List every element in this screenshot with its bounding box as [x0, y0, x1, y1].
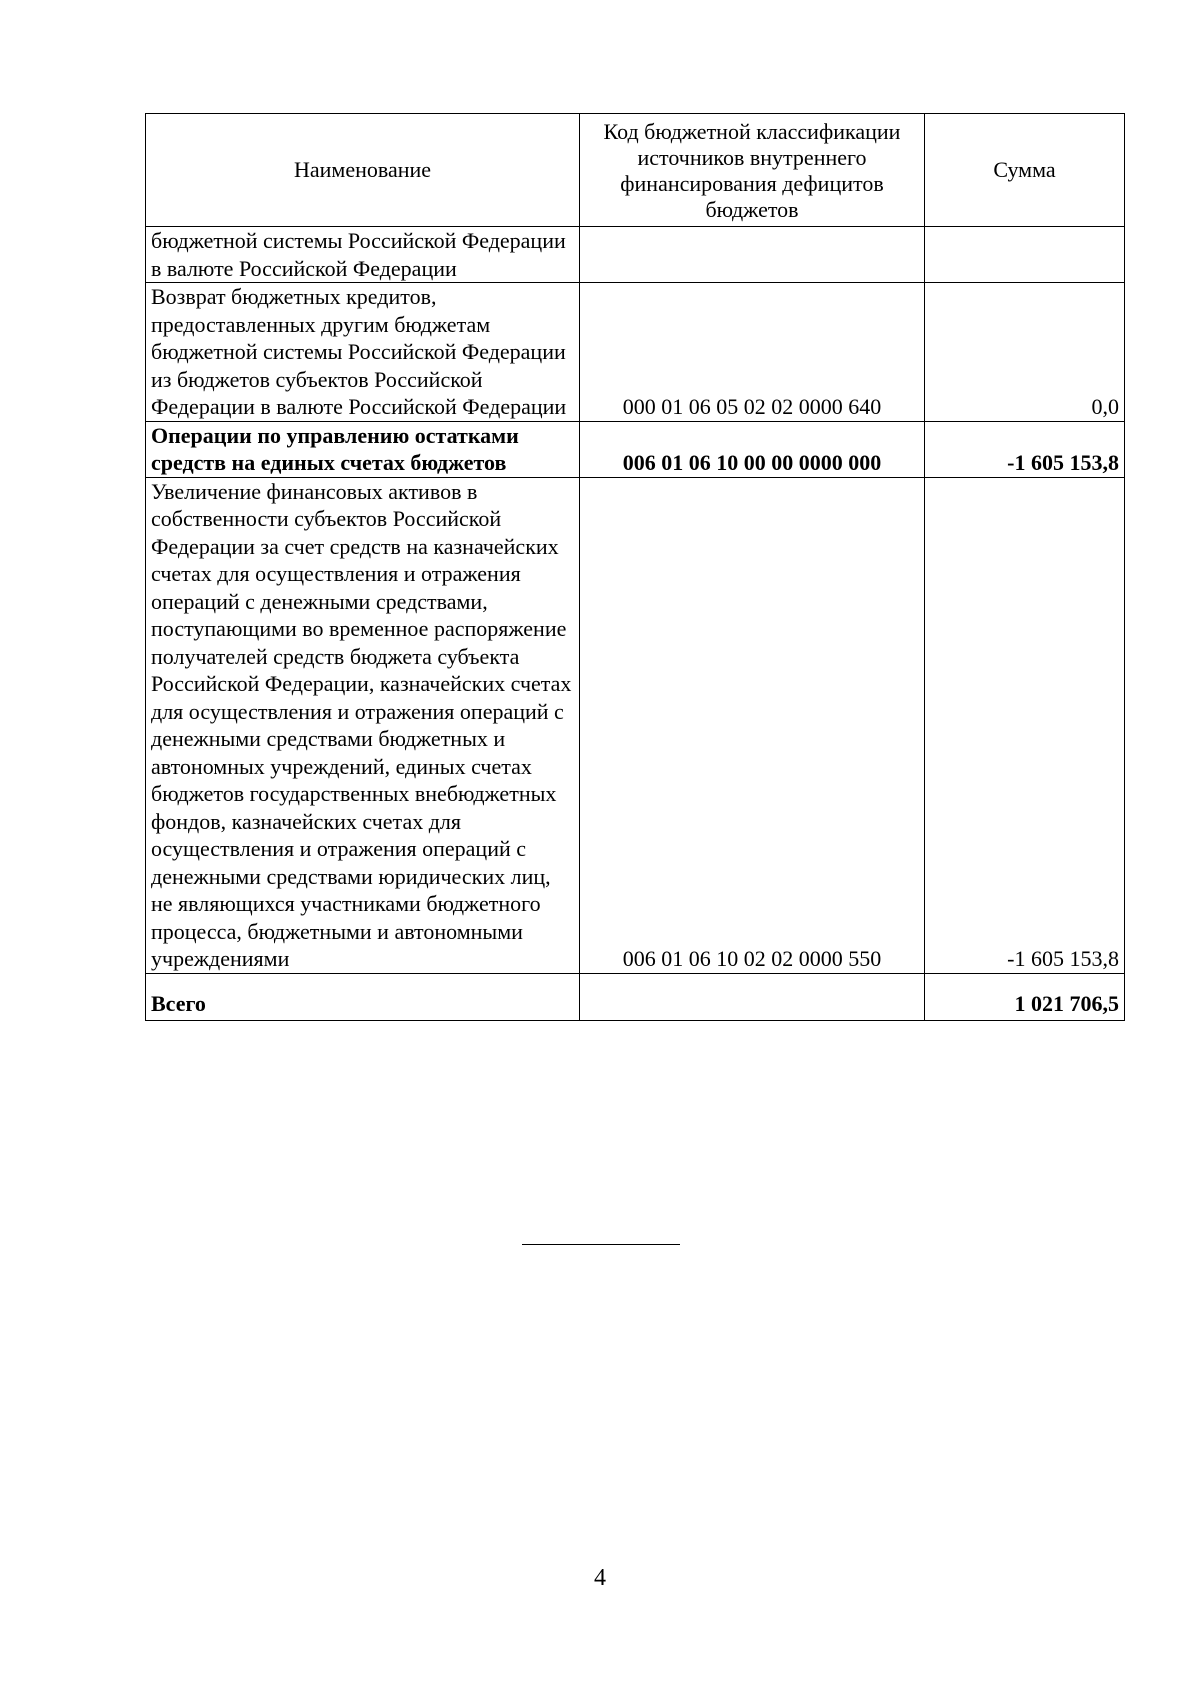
total-code [580, 973, 925, 1020]
row-code: 006 01 06 10 02 02 0000 550 [580, 477, 925, 973]
table-row-section [146, 421, 1125, 477]
total-name: Всего [146, 973, 580, 1020]
header-code: Код бюджетной классификации источников внутреннего финансирования дефицитов бюджетов [580, 114, 925, 227]
row-name: бюджетной системы Российской Федерации в валюте Российской Федерации [146, 227, 580, 283]
row-sum [925, 227, 1125, 283]
row-code: 000 01 06 05 02 02 0000 640 [580, 283, 925, 422]
row-name: Операции по управлению остатками средств на единых счетах бюджетов [146, 421, 580, 477]
table-row [146, 227, 1125, 283]
table-row [146, 477, 1125, 973]
row-sum: 0,0 [925, 283, 1125, 422]
total-sum: 1 021 706,5 [925, 973, 1125, 1020]
row-sum: -1 605 153,8 [925, 477, 1125, 973]
page-number: 4 [594, 1565, 606, 1591]
header-name: Наименование [146, 114, 580, 227]
row-name: Увеличение финансовых активов в собственности субъектов Российской Федерации за счет средств на казначейских счетах для осуществления и отражения операций с денежными средствами, поступающими во временное распоряжение получателей средств бюджета субъекта Российской Федерации, казначейских счетах для осуществления и отражения операций с денежными средствами бюджетных и автономных учреждений, единых счетах бюджетов государственных внебюджетных фондов, казначейских счетах для осуществления и отражения операций с денежными средствами юридических лиц, не являющихся участниками бюджетного процесса, бюджетными и автономными учреждениями [146, 477, 580, 973]
table-body [146, 227, 1125, 1021]
row-code: 006 01 06 10 00 00 0000 000 [580, 421, 925, 477]
row-name: Возврат бюджетных кредитов, предоставленных другим бюджетам бюджетной системы Российской Федерации из бюджетов субъектов Российской Федерации в валюте Российской Федерации [146, 283, 580, 422]
header-sum: Сумма [925, 114, 1125, 227]
header-row [146, 114, 1125, 227]
table-row-total [146, 973, 1125, 1020]
end-separator-line [522, 1244, 680, 1245]
row-sum: -1 605 153,8 [925, 421, 1125, 477]
table-header [146, 114, 1125, 227]
row-code [580, 227, 925, 283]
table-row [146, 283, 1125, 422]
budget-sources-table [145, 113, 1125, 1021]
